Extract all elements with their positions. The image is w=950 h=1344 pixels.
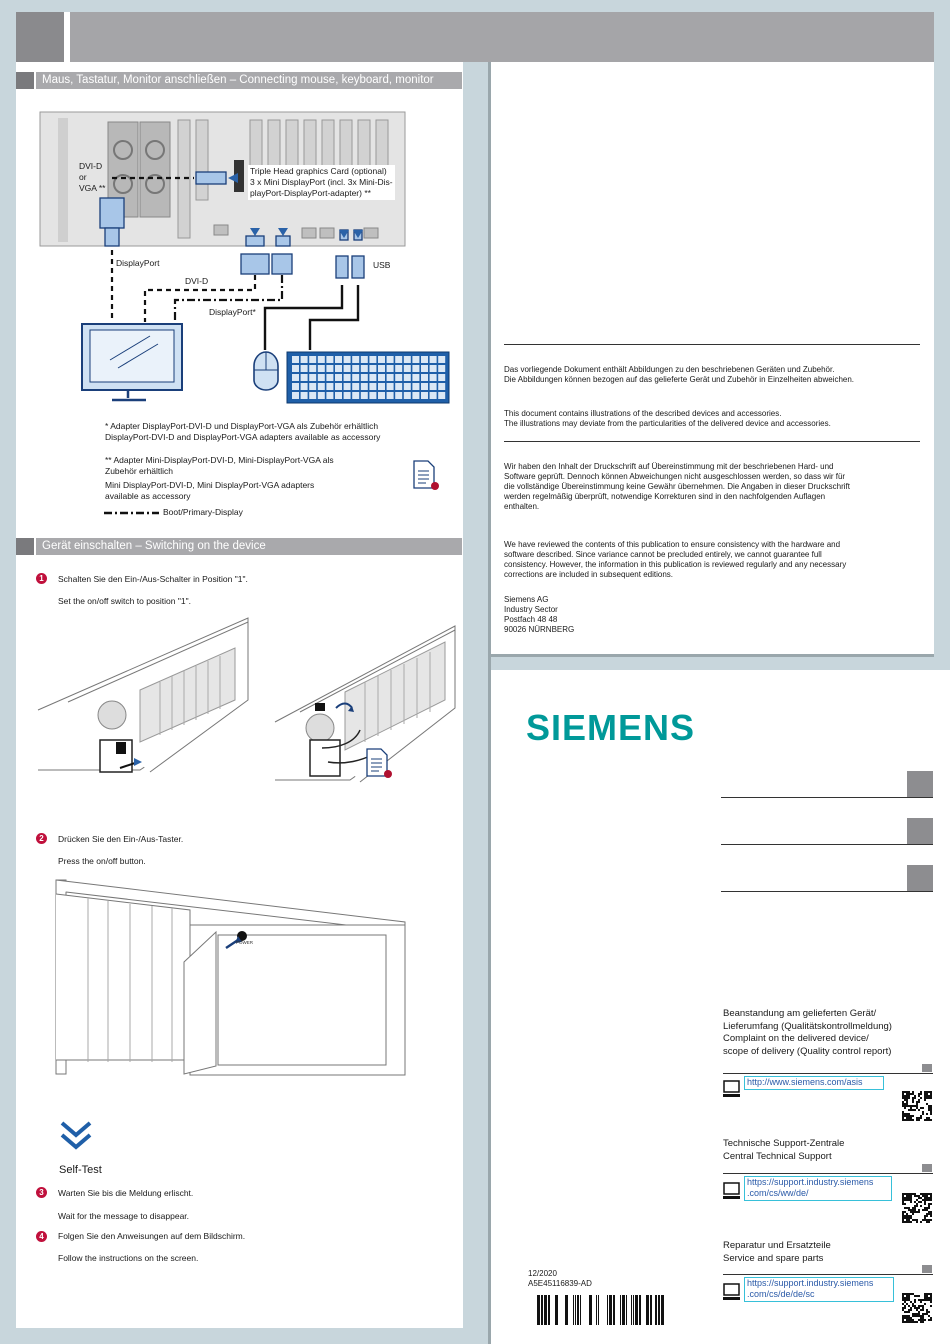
- disclaimer-rule-2: [504, 441, 920, 442]
- support-text: Technische Support-Zentrale Central Technical Support: [723, 1138, 845, 1162]
- repair-text: Reparatur und Ersatzteile Service and spare parts: [723, 1240, 831, 1264]
- tab-marker-3: [907, 865, 933, 891]
- power-label: POWER: [236, 940, 254, 945]
- repair-rule: [723, 1274, 933, 1275]
- repair-marker: [922, 1265, 932, 1273]
- edition-info: 12/2020 A5E45116839-AD: [528, 1269, 592, 1288]
- self-test-label: Self-Test: [59, 1164, 102, 1176]
- boot-display-legend: Boot/Primary-Display: [163, 507, 243, 517]
- graphics-card-label: Triple Head graphics Card (optional) 3 x Mini DisplayPort (incl. 3x Mini-Dis- playPort-DisplayPort-adapter) **: [250, 166, 393, 198]
- siemens-address: Siemens AG Industry Sector Postfach 48 48 90026 NÜRNBERG: [504, 595, 575, 634]
- support-rule: [723, 1173, 933, 1174]
- adapter-note-2b: Mini DisplayPort-DVI-D, Mini DisplayPort-VGA adapters available as accessory: [105, 480, 315, 501]
- dvid-label: DVI-D: [185, 276, 209, 286]
- adapter-note-1: * Adapter DisplayPort-DVI-D und DisplayPort-VGA als Zubehör erhältlich DisplayPort-DVI-D and DisplayPort-VGA adapters available as accessory: [105, 421, 381, 442]
- computer-icon: [723, 1283, 741, 1301]
- power-button-illustration: [0, 0, 470, 1100]
- section-title-power: Gerät einschalten – Switching on the device: [36, 538, 462, 555]
- cover-panel: [491, 670, 950, 1344]
- step-2-en: Press the on/off button.: [58, 856, 146, 866]
- step-badge-4: 4: [36, 1231, 47, 1242]
- step-4-de: Folgen Sie den Anweisungen auf dem Bildschirm.: [58, 1231, 246, 1241]
- siemens-logo: SIEMENS: [526, 707, 696, 748]
- qr-code-2: [902, 1193, 932, 1223]
- step-badge-2: 2: [36, 833, 47, 844]
- disclaimer-de-2: Wir haben den Inhalt der Druckschrift auf Übereinstimmung mit der beschriebenen Hard- und Software geprüft. Dennoch können Abweichungen nicht ausgeschlossen werden, so dass wir für die vollständige Übereinstimmung keine Gewähr übernehmen. Die Angaben in dieser Druckschrift werden regelmäßig überprüft, notwendige Korrekturen sind in den nachfolgenden Auflagen enthalten.: [504, 462, 850, 511]
- chevron-down-icon: [58, 1120, 94, 1154]
- fold-line-vertical: [488, 62, 491, 1344]
- computer-icon: [723, 1080, 741, 1098]
- adapter-note-2a: ** Adapter Mini-DisplayPort-DVI-D, Mini-DisplayPort-VGA als Zubehör erhältlich: [105, 455, 334, 476]
- section-title-connect: Maus, Tastatur, Monitor anschließen – Connecting mouse, keyboard, monitor: [36, 72, 462, 89]
- step-3-en: Wait for the message to disappear.: [58, 1211, 190, 1221]
- usb-label: USB: [373, 260, 391, 270]
- step-badge-3: 3: [36, 1187, 47, 1198]
- disclaimer-de-1: Das vorliegende Dokument enthält Abbildungen zu den beschriebenen Geräten und Zubehör. Die Abbildungen können bezogen auf das gelieferte Gerät und Zubehör in Einzelheiten abweichen.: [504, 365, 855, 384]
- tab-rule-1: [721, 797, 933, 798]
- step-4-en: Follow the instructions on the screen.: [58, 1253, 199, 1263]
- qr-code-1: [902, 1091, 932, 1121]
- displayport-label: DisplayPort: [116, 258, 160, 268]
- tab-rule-3: [721, 891, 933, 892]
- step-2-de: Drücken Sie den Ein-/Aus-Taster.: [58, 834, 184, 844]
- complaint-text: Beanstandung am gelieferten Gerät/ Lieferumfang (Qualitätskontrollmeldung) Complaint on the delivered device/ scope of delivery (Quality control report): [723, 1008, 892, 1057]
- tab-marker-1: [907, 771, 933, 797]
- complaint-marker: [922, 1064, 932, 1072]
- step-badge-1: 1: [36, 573, 47, 584]
- fold-line-horizontal: [491, 654, 934, 657]
- support-marker: [922, 1164, 932, 1172]
- complaint-rule: [723, 1073, 933, 1074]
- dvi-vga-label: DVI-D or VGA **: [79, 161, 106, 193]
- complaint-link[interactable]: http://www.siemens.com/asis: [744, 1076, 884, 1090]
- support-link[interactable]: https://support.industry.siemens .com/cs/ww/de/: [744, 1176, 892, 1201]
- step-1-en: Set the on/off switch to position "1".: [58, 596, 191, 606]
- tab-marker-2: [907, 818, 933, 844]
- step-1-de: Schalten Sie den Ein-/Aus-Schalter in Position "1".: [58, 574, 248, 584]
- step-3-de: Warten Sie bis die Meldung erlischt.: [58, 1188, 194, 1198]
- repair-link[interactable]: https://support.industry.siemens .com/cs/de/de/sc: [744, 1277, 894, 1302]
- disclaimer-rule-1: [504, 344, 920, 345]
- displayport-star-label: DisplayPort*: [209, 307, 256, 317]
- computer-icon: [723, 1182, 741, 1200]
- tab-rule-2: [721, 844, 933, 845]
- disclaimer-en-1: This document contains illustrations of the described devices and accessories. The illustrations may deviate from the particularities of the delivered device and accessories.: [504, 409, 831, 428]
- disclaimer-en-2: We have reviewed the contents of this publication to ensure consistency with the hardware and software described. Since variance cannot be precluded entirely, we cannot guarantee full consistency. However, the information in this publication is reviewed regularly and any necessary corrections are included in subsequent editions.: [504, 540, 847, 579]
- barcode: [528, 1295, 674, 1325]
- qr-code-3: [902, 1293, 932, 1323]
